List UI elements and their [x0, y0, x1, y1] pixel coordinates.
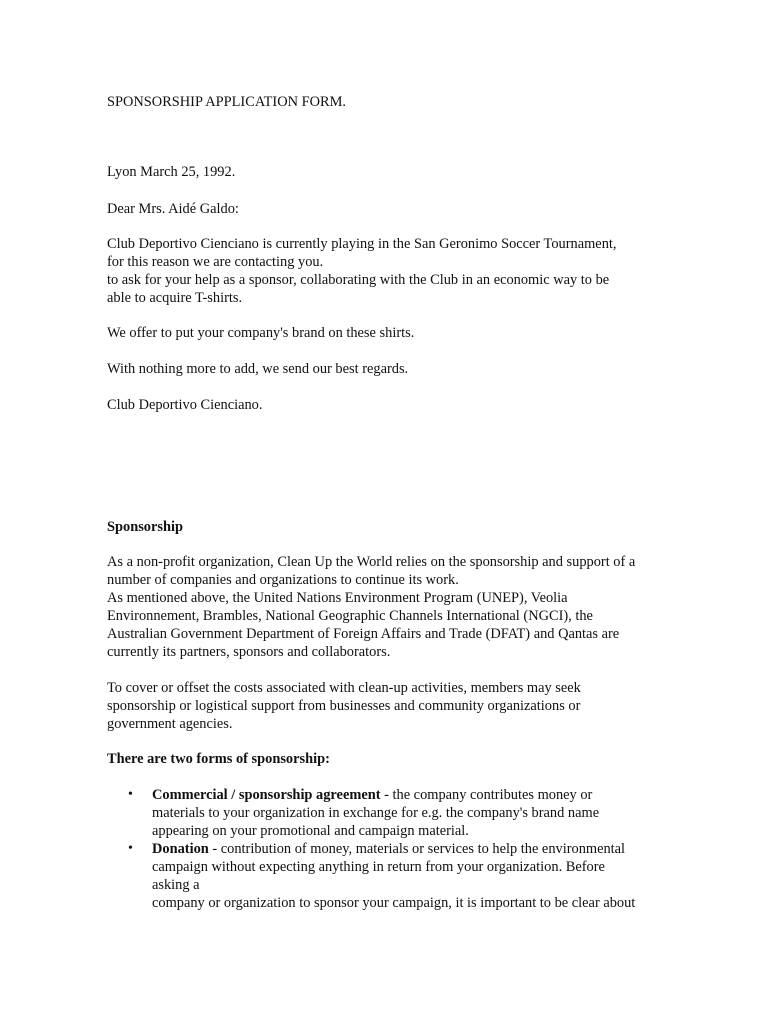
- bullet-text: - contribution of money, materials or services to help the environmental: [208, 841, 626, 857]
- bullet-term: Donation: [152, 841, 209, 857]
- form-title: SPONSORSHIP APPLICATION FORM.: [107, 94, 346, 110]
- bullet-text: - the company contributes money or: [380, 787, 593, 803]
- letter-body-line: for this reason we are contacting you.: [107, 254, 324, 270]
- bullet-item-donation: [152, 840, 625, 858]
- sponsorship-paragraph-line: As mentioned above, the United Nations Environment Program (UNEP), Veolia: [107, 590, 568, 606]
- bullet-text-line: campaign without expecting anything in return from your organization. Before: [152, 859, 605, 875]
- bullet-text-line: materials to your organization in exchange for e.g. the company's brand name: [152, 805, 600, 821]
- sponsorship-paragraph-line: sponsorship or logistical support from businesses and community organizations or: [107, 698, 581, 714]
- bullet-icon: •: [128, 787, 133, 802]
- sponsorship-paragraph-line: government agencies.: [107, 716, 233, 732]
- bullet-term: Commercial / sponsorship agreement: [152, 787, 381, 803]
- bullet-item-commercial: [152, 786, 592, 804]
- bullet-text-line: company or organization to sponsor your campaign, it is important to be clear about: [152, 895, 636, 911]
- sponsorship-paragraph-line: As a non-profit organization, Clean Up the World relies on the sponsorship and support of a: [107, 554, 636, 570]
- letter-closing: With nothing more to add, we send our best regards.: [107, 361, 409, 377]
- sponsorship-paragraph-line: number of companies and organizations to continue its work.: [107, 572, 459, 588]
- letter-offer: We offer to put your company's brand on these shirts.: [107, 325, 415, 341]
- bullet-icon: •: [128, 841, 133, 856]
- letter-date: Lyon March 25, 1992.: [107, 164, 236, 180]
- letter-signature: Club Deportivo Cienciano.: [107, 397, 263, 413]
- bullet-text-line: appearing on your promotional and campaign material.: [152, 823, 469, 839]
- letter-body-line: able to acquire T-shirts.: [107, 290, 243, 306]
- sponsorship-heading: Sponsorship: [107, 519, 183, 535]
- sponsorship-forms-heading: There are two forms of sponsorship:: [107, 751, 330, 767]
- letter-salutation: Dear Mrs. Aidé Galdo:: [107, 201, 239, 217]
- bullet-text-line: asking a: [152, 877, 200, 893]
- sponsorship-paragraph-line: Australian Government Department of Foreign Affairs and Trade (DFAT) and Qantas are: [107, 626, 620, 642]
- sponsorship-paragraph-line: Environnement, Brambles, National Geographic Channels International (NGCI), the: [107, 608, 593, 624]
- letter-body-line: to ask for your help as a sponsor, collaborating with the Club in an economic way to be: [107, 272, 610, 288]
- letter-body-line: Club Deportivo Cienciano is currently playing in the San Geronimo Soccer Tournament,: [107, 236, 617, 252]
- sponsorship-paragraph-line: currently its partners, sponsors and collaborators.: [107, 644, 391, 660]
- sponsorship-paragraph-line: To cover or offset the costs associated with clean-up activities, members may seek: [107, 680, 581, 696]
